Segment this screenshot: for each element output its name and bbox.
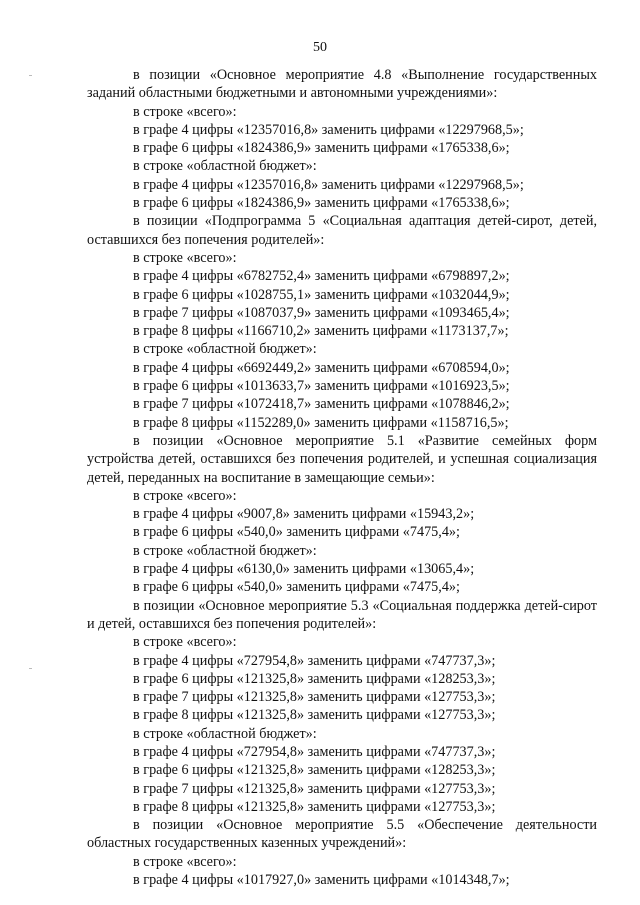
paragraph: в графе 6 цифры «540,0» заменить цифрами «7475,4»; xyxy=(133,524,460,541)
paragraph: в позиции «Основное мероприятие 5.1 «Развитие семейных форм устройства детей, оставшихся без попечения родителей, и успешная социализация детей, переданных на воспитание в замещающие семьи»: xyxy=(87,432,597,486)
paragraph: в графе 4 цифры «6130,0» заменить цифрами «13065,4»; xyxy=(133,561,475,578)
margin-mark xyxy=(29,668,32,669)
paragraph: в графе 4 цифры «727954,8» заменить цифрами «747737,3»; xyxy=(133,743,496,760)
paragraph: в графе 6 цифры «540,0» заменить цифрами «7475,4»; xyxy=(133,579,460,596)
paragraph: в графе 6 цифры «1028755,1» заменить цифрами «1032044,9»; xyxy=(133,286,510,303)
paragraph: в строке «всего»: xyxy=(133,853,237,870)
paragraph: в графе 7 цифры «121325,8» заменить цифрами «127753,3»; xyxy=(133,780,496,797)
paragraph: в графе 7 цифры «121325,8» заменить цифрами «127753,3»; xyxy=(133,689,496,706)
paragraph: в графе 6 цифры «1824386,9» заменить цифрами «1765338,6»; xyxy=(133,140,510,157)
paragraph: в графе 4 цифры «12357016,8» заменить цифрами «12297968,5»; xyxy=(133,176,524,193)
paragraph: в графе 4 цифры «12357016,8» заменить цифрами «12297968,5»; xyxy=(133,121,524,138)
paragraph: в графе 4 цифры «6692449,2» заменить цифрами «6708594,0»; xyxy=(133,359,510,376)
paragraph: в графе 7 цифры «1087037,9» заменить цифрами «1093465,4»; xyxy=(133,304,510,321)
paragraph: в графе 6 цифры «1824386,9» заменить цифрами «1765338,6»; xyxy=(133,195,510,212)
paragraph: в строке «всего»: xyxy=(133,487,237,504)
paragraph: в графе 6 цифры «121325,8» заменить цифрами «128253,3»; xyxy=(133,762,496,779)
page-number: 50 xyxy=(313,40,327,55)
paragraph: в графе 8 цифры «1152289,0» заменить цифрами «1158716,5»; xyxy=(133,414,509,431)
paragraph: в графе 6 цифры «121325,8» заменить цифрами «128253,3»; xyxy=(133,670,496,687)
paragraph: в позиции «Подпрограмма 5 «Социальная адаптация детей-сирот, детей, оставшихся без попечения родителей»: xyxy=(87,213,597,248)
paragraph: в графе 4 цифры «9007,8» заменить цифрами «15943,2»; xyxy=(133,506,475,523)
paragraph: в графе 6 цифры «1013633,7» заменить цифрами «1016923,5»; xyxy=(133,378,510,395)
paragraph: в строке «всего»: xyxy=(133,634,237,651)
paragraph: в строке «всего»: xyxy=(133,249,237,266)
paragraph: в графе 8 цифры «121325,8» заменить цифрами «127753,3»; xyxy=(133,798,496,815)
paragraph: в строке «областной бюджет»: xyxy=(133,542,317,559)
paragraph: в графе 4 цифры «727954,8» заменить цифрами «747737,3»; xyxy=(133,652,496,669)
paragraph: в строке «областной бюджет»: xyxy=(133,341,317,358)
paragraph: в графе 7 цифры «1072418,7» заменить цифрами «1078846,2»; xyxy=(133,396,510,413)
paragraph: в позиции «Основное мероприятие 5.5 «Обеспечение деятельности областных государственных казенных учреждений»: xyxy=(87,817,597,852)
paragraph: в строке «областной бюджет»: xyxy=(133,725,317,742)
paragraph: в позиции «Основное мероприятие 4.8 «Выполнение государственных заданий областными бюджетными и автономными учреждениями»: xyxy=(87,67,597,102)
paragraph: в строке «областной бюджет»: xyxy=(133,158,317,175)
paragraph: в графе 4 цифры «1017927,0» заменить цифрами «1014348,7»; xyxy=(133,872,510,889)
document-body xyxy=(87,66,597,889)
margin-mark xyxy=(29,75,32,76)
paragraph: в графе 4 цифры «6782752,4» заменить цифрами «6798897,2»; xyxy=(133,268,510,285)
paragraph: в позиции «Основное мероприятие 5.3 «Социальная поддержка детей-сирот и детей, оставшихся без попечения родителей»: xyxy=(87,597,597,632)
paragraph: в графе 8 цифры «1166710,2» заменить цифрами «1173137,7»; xyxy=(133,323,509,340)
paragraph: в строке «всего»: xyxy=(133,103,237,120)
paragraph: в графе 8 цифры «121325,8» заменить цифрами «127753,3»; xyxy=(133,707,496,724)
